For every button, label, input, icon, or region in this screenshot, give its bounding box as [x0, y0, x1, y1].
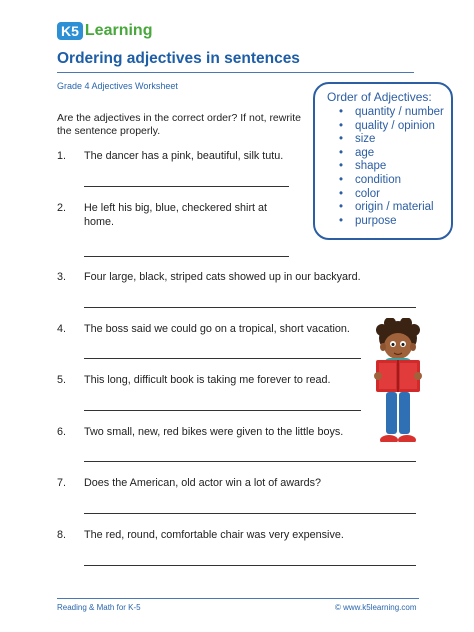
boy-reading-illustration [370, 318, 428, 452]
answer-line-3[interactable] [84, 307, 416, 308]
question-number: 5. [57, 374, 67, 386]
question-number: 3. [57, 271, 67, 283]
order-item: • age [339, 146, 375, 159]
order-item: • condition [339, 173, 402, 186]
question-number: 4. [57, 323, 67, 335]
question-6 [57, 425, 384, 439]
bullet-icon: • [339, 187, 344, 200]
worksheet-title: Ordering adjectives in sentences [57, 50, 300, 67]
bullet-icon: • [339, 133, 344, 146]
question-number: 6. [57, 426, 67, 438]
bullet-icon: • [339, 201, 344, 214]
footer-link[interactable]: © www.k5learning.com [335, 603, 417, 612]
order-item: • color [339, 187, 380, 200]
footer-divider [57, 598, 419, 599]
bullet-icon: • [339, 214, 344, 227]
bullet-icon: • [339, 146, 344, 159]
order-item: • origin / material [339, 201, 434, 214]
title-divider [57, 72, 414, 73]
question-2 [57, 201, 284, 229]
question-5 [57, 373, 384, 387]
question-1 [57, 149, 299, 163]
order-item: • quantity / number [339, 106, 444, 118]
order-box-title: Order of Adjectives: [327, 90, 432, 104]
bullet-icon: • [339, 160, 344, 173]
footer-left-text: Reading & Math for K-5 [57, 603, 141, 612]
answer-line-5[interactable] [84, 410, 361, 411]
bullet-icon: • [339, 173, 344, 186]
k5-learning-logo [57, 22, 152, 40]
question-text: Four large, black, striped cats showed up in our backyard. [84, 271, 361, 283]
order-item: • purpose [339, 214, 397, 227]
question-text: Does the American, old actor win a lot of awards? [84, 477, 322, 489]
question-text: He left his big, blue, checkered shirt at home. [84, 202, 268, 228]
answer-line-2[interactable] [84, 256, 289, 257]
question-3 [57, 270, 384, 284]
question-8 [57, 528, 384, 542]
question-number: 1. [57, 150, 67, 162]
worksheet-subtitle: Grade 4 Adjectives Worksheet [57, 81, 178, 91]
order-list [327, 106, 451, 228]
question-4 [57, 322, 384, 336]
question-number: 8. [57, 529, 67, 541]
question-number: 2. [57, 202, 67, 214]
answer-line-6[interactable] [84, 461, 416, 462]
order-item: • quality / opinion [339, 119, 435, 132]
question-text: The dancer has a pink, beautiful, silk tutu. [84, 150, 284, 162]
instructions: Are the adjectives in the correct order? If not, rewrite the sentence properly. [57, 112, 301, 137]
order-of-adjectives-box [313, 82, 453, 240]
order-item: • shape [339, 160, 387, 173]
question-text: The red, round, comfortable chair was very expensive. [84, 529, 344, 541]
question-text: Two small, new, red bikes were given to the little boys. [84, 426, 344, 438]
question-text: The boss said we could go on a tropical, short vacation. [84, 323, 350, 335]
question-number: 7. [57, 477, 67, 489]
answer-line-4[interactable] [84, 358, 361, 359]
question-text: This long, difficult book is taking me forever to read. [84, 374, 331, 386]
answer-line-1[interactable] [84, 186, 289, 187]
bullet-icon: • [339, 119, 344, 132]
question-7 [57, 476, 384, 490]
logo-k5: K5 [57, 22, 83, 40]
logo-learning: Learning [84, 22, 153, 39]
answer-line-8[interactable] [84, 565, 416, 566]
bullet-icon: • [339, 106, 344, 118]
order-item: • size [339, 133, 376, 146]
answer-line-7[interactable] [84, 513, 416, 514]
